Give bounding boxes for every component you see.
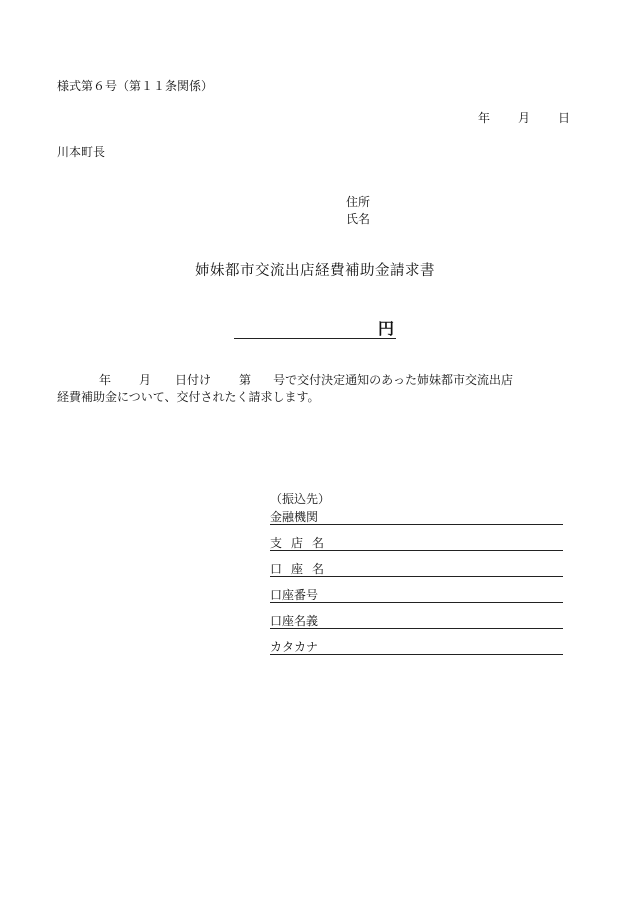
account-number-field[interactable] — [270, 587, 563, 603]
document-title: 姉妹都市交流出店経費補助金請求書 — [195, 263, 435, 279]
body-line-1 — [57, 372, 577, 389]
addressee: 川本町長 — [57, 145, 106, 159]
bank-name-label: 金融機関 — [270, 510, 319, 524]
request-body — [57, 372, 577, 406]
account-holder-label: 口座名義 — [270, 614, 319, 628]
body-day-dated: 日付け — [175, 373, 212, 387]
body-line1-rest: 号で交付決定通知のあった姉妹都市交流出店 — [273, 373, 513, 387]
branch-name-label: 支店名 — [270, 536, 334, 550]
bank-name-field[interactable] — [270, 509, 563, 525]
transfer-heading: （振込先） — [270, 492, 331, 506]
date-line — [478, 112, 570, 124]
name-label: 氏名 — [346, 212, 371, 226]
date-month-label: 月 — [518, 111, 531, 125]
date-year-label: 年 — [478, 111, 491, 125]
account-type-field[interactable] — [270, 561, 563, 577]
body-number-prefix: 第 — [239, 373, 252, 387]
address-label: 住所 — [346, 195, 371, 209]
account-type-label: 口座名 — [270, 562, 334, 576]
body-year: 年 — [99, 373, 112, 387]
date-day-label: 日 — [558, 111, 571, 125]
applicant-block — [346, 194, 370, 228]
body-line-2: 経費補助金について、交付されたく請求します。 — [57, 390, 320, 404]
katakana-label: カタカナ — [270, 640, 319, 654]
form-number: 様式第６号（第１１条関係） — [57, 79, 214, 93]
account-holder-field[interactable] — [270, 613, 563, 629]
amount-unit: 円 — [377, 319, 394, 338]
account-number-label: 口座番号 — [270, 588, 319, 602]
amount-field — [234, 318, 396, 339]
body-month: 月 — [139, 373, 152, 387]
branch-name-field[interactable] — [270, 535, 563, 551]
katakana-field[interactable] — [270, 639, 563, 655]
